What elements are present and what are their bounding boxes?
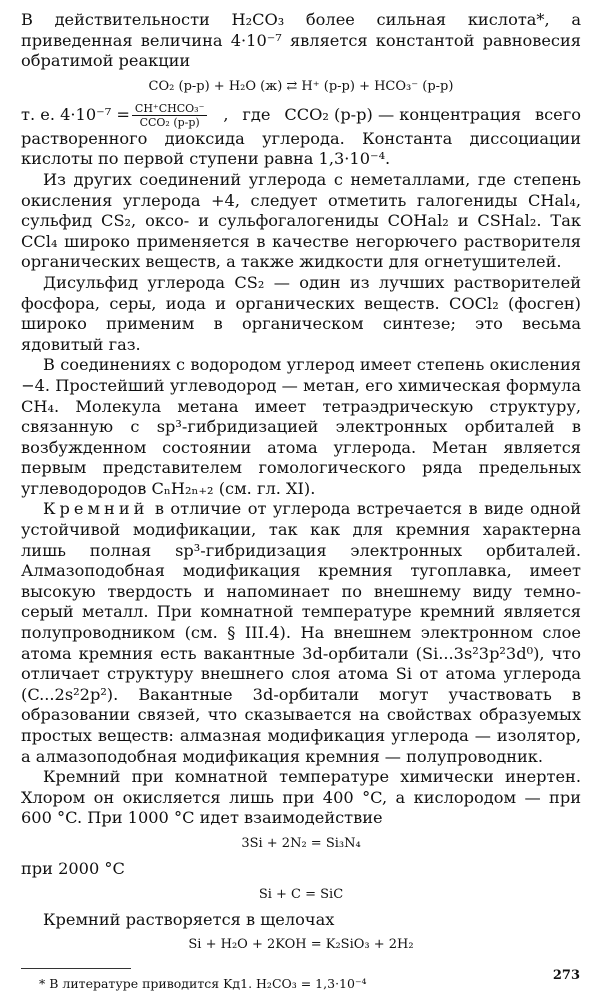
paragraph-7: Кремний при комнатной температуре химически инертен. Хлором он окисляется лишь при 400 °C, а кислородом — при 600 °C. При 1000 °C идет взаимодействие	[21, 767, 581, 828]
constant-fraction	[132, 102, 207, 129]
paragraph-5: В соединениях с водородом углерод имеет степень окисления −4. Простейший углеводород — метан, его химическая формула CH₄. Молекула метана имеет тетраэдрическую структуру, связанную с sp³-гибридизацией электронных орбиталей в возбужденном состоянии атома углерода. Метан является первым представителем гомологического ряда предельных углеводородов CₙH₂ₙ₊₂ (см. гл. XI).	[21, 355, 581, 498]
fraction-denominator: CCO₂ (р-р)	[139, 115, 200, 129]
paragraph-2-continued: растворенного диоксида углерода. Константа диссоциации кислоты по первой ступени равна 1,3·10⁻⁴.	[21, 128, 581, 169]
constant-comma: ,	[223, 104, 229, 124]
footnote-divider	[21, 968, 131, 969]
paragraph-9: Кремний растворяется в щелочах	[43, 909, 335, 929]
equation-silicon-carbide: Si + C = SiC	[258, 886, 344, 902]
page-number: 273	[552, 968, 580, 983]
paragraph-1: В действительности H₂CO₃ более сильная кислота*, а приведенная величина 4·10⁻⁷ является константой равновесия обратимой реакции	[21, 10, 581, 71]
paragraph-8: при 2000 °C	[21, 858, 125, 878]
equation-silicon-alkali: Si + H₂O + 2KOH = K₂SiO₃ + 2H₂	[188, 937, 414, 953]
silicon-heading: Кремний	[43, 499, 149, 519]
constant-explanation	[223, 105, 581, 126]
equation-carbonic-equilibrium: CO₂ (р-р) + H₂O (ж) ⇄ H⁺ (р-р) + HCO₃⁻ (р-р)	[148, 78, 454, 94]
footnote: * В литературе приводится Kд1. H₂CO₃ = 1,3·10⁻⁴	[39, 976, 367, 992]
constant-all: всего	[535, 104, 581, 124]
paragraph-3: Из других соединений углерода с неметаллами, где степень окисления углерода +4, следует отметить галогениды CHal₄, сульфид CS₂, оксо- и сульфогалогениды COHal₂ и CSHal₂. Так CCl₄ широко применяется в качестве негорючего растворителя органических веществ, а также жидкости для огнетушителей.	[21, 169, 581, 272]
fraction-numerator: CH⁺CHCO₃⁻	[132, 102, 207, 116]
equilibrium-constant-line	[21, 102, 581, 129]
paragraph-4: Дисульфид углерода CS₂ — один из лучших растворителей фосфора, серы, иода и органических веществ. COCl₂ (фосген) широко применим в органическом синтезе; это весьма ядовитый газ.	[21, 272, 581, 354]
paragraph-6	[21, 499, 581, 767]
constant-where: где	[242, 104, 271, 124]
constant-prefix: т. е. 4·10⁻⁷ =	[21, 104, 130, 124]
equation-silicon-nitride: 3Si + 2N₂ = Si₃N₄	[241, 835, 361, 851]
paragraph-6-text: в отличие от углерода встречается в виде одной устойчивой модификации, так как для кремния характерна лишь полная sp³-гибридизация электронных орбиталей. Алмазоподобная модификация кремния тугоплавка, имеет высокую твердость и напоминает по внешнему виду темно-серый металл. При комнатной температуре кремний является полупроводником (см. § III.4). На внешнем электронном слое атома кремния есть вакантные 3d-орбитали (Si...3s²3p²3d⁰), что отличает структуру внешнего слоя атома Si от атома углерода (C...2s²2p²). Вакантные 3d-орбитали могут участвовать в образовании связей, что сказывается на свойствах образуемых простых веществ: алмазная модификация углерода — изолятор, а алмазоподобная модификация кремния — полупроводник.	[21, 499, 581, 766]
constant-concentration: CCO₂ (р-р) — концентрация	[284, 104, 522, 124]
